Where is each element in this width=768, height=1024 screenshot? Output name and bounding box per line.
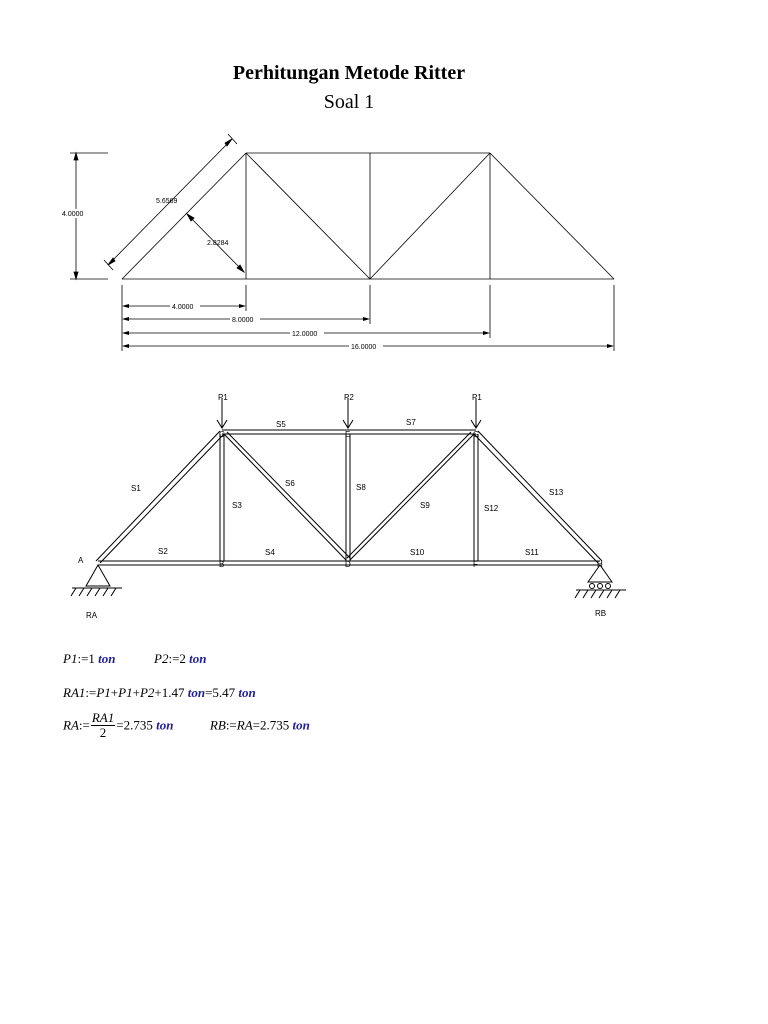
page-title: Perhitungan Metode Ritter — [232, 62, 466, 84]
label-s4: S4 — [265, 548, 275, 557]
dim-d3: 12.0000 — [292, 331, 318, 338]
node-a: A — [78, 556, 84, 565]
member-s1 — [96, 431, 224, 563]
label-s9: S9 — [420, 501, 430, 510]
label-load-2: P2 — [344, 393, 354, 402]
dim-d4: 16.0000 — [351, 344, 377, 351]
node-f: F — [473, 560, 478, 569]
member-s3 — [220, 434, 224, 561]
member-s12 — [474, 434, 478, 561]
node-c: C — [219, 430, 225, 439]
label-s6: S6 — [285, 479, 295, 488]
label-s7: S7 — [406, 418, 416, 427]
fraction: $\frac{RA1}{2}$ — [91, 710, 115, 740]
member-s9 — [347, 432, 474, 560]
dim-d1: 4.0000 — [172, 304, 194, 311]
label-s13: S13 — [549, 488, 564, 497]
equation-loads: P1:=1 ton P2:=2 ton — [63, 651, 207, 666]
label-load-3: P1 — [472, 393, 482, 402]
member-s6 — [224, 432, 350, 560]
node-d: D — [345, 560, 351, 569]
label-s8: S8 — [356, 483, 366, 492]
node-h: H — [597, 560, 603, 569]
dim-diagonal: 5.6569 — [156, 198, 178, 205]
label-s5: S5 — [276, 420, 286, 429]
equation-ra-rb: RA:= $\frac{RA1}{2}$ =2.735 ton RB:=RA=2.735 ton — [63, 710, 310, 740]
node-g: G — [473, 430, 480, 439]
label-s2: S2 — [158, 547, 168, 556]
label-rb: RB — [595, 609, 607, 618]
node-b: B — [219, 560, 225, 569]
member-s13 — [474, 431, 602, 563]
label-s11: S11 — [525, 548, 539, 557]
dim-d2: 8.0000 — [232, 317, 254, 324]
dim-perpendicular: 2.8284 — [207, 240, 229, 247]
dim-height: 4.0000 — [62, 211, 84, 218]
label-s10: S10 — [410, 548, 425, 557]
label-ra: RA — [86, 611, 98, 620]
node-e: E — [345, 430, 351, 439]
label-s3: S3 — [232, 501, 242, 510]
label-s12: S12 — [484, 504, 499, 513]
page-subtitle: Soal 1 — [323, 91, 375, 113]
equation-ra1: RA1:=P1+P1+P2+1.47 ton=5.47 ton — [63, 685, 256, 700]
member-s8 — [346, 434, 350, 561]
label-s1: S1 — [131, 484, 141, 493]
label-load-1: P1 — [218, 393, 228, 402]
